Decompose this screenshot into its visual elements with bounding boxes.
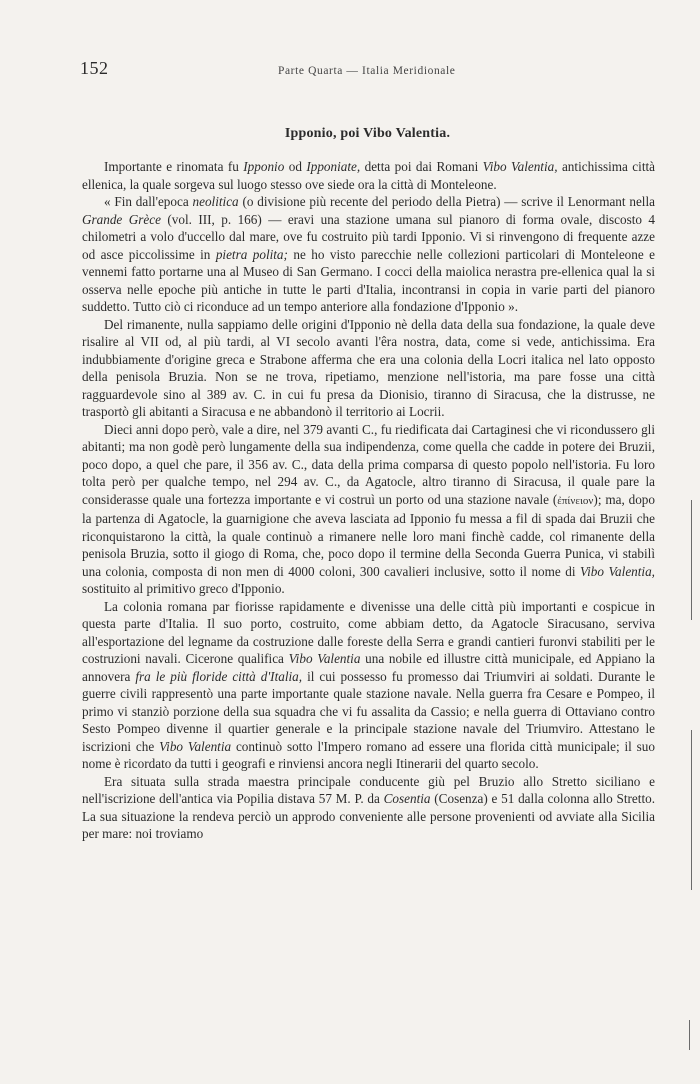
text-run: Dieci anni dopo però, vale a dire, nel 379 avanti C., fu riedificata dai Cartaginesi che vi ricondussero gli abitanti; ma non godè però lungamente della sua indipendenza, come quella che cadde in potere dei Bruzii, poco dopo, a quel che pare, il 356 av. C., data della prima comparsa di questo popolo nell'istoria. Fu loro tolta però per qualche tempo, nel 294 av. C., da Agatocle, altro tiranno di Siracusa, il quale pare la considerasse quale una fortezza importante e vi costruì un porto od una stazione navale ( (82, 421, 655, 507)
italic-text: Cosentia (383, 791, 431, 806)
paragraph (82, 193, 655, 316)
text-run: Del rimanente, nulla sappiamo delle origini d'Ipponio nè della data della sua fondazione, la quale deve risalire al VII od, al più tardi, al VI secolo avanti l'êra nostra, data, come si vede, antichissima. Era indubbiamente d'origine greca e Strabone afferma che era una colonia della Locri italica nel lato opposto della penisola Bruzia. Non se ne trova, ripetiamo, menzione nell'istoria, ma pare fosse una città ragguardevole sino al 389 av. C. in cui fu presa da Dionisio, tiranno di Siracusa, che la distrusse, ne trasportò gli abitanti a Siracusa e ne abbandonò il territorio ai Locrii. (82, 316, 655, 419)
text-run: La colonia romana par fiorisse rapidamente e divenisse una delle città più importanti e cospicue in questa parte d'Italia. Il suo porto, costruito, come abbiam detto, da Agatocle Siracusano, serviva all'esportazione del legname da costruzione dalle foreste della Serra e grandi cantieri furonvi stabiliti per le costruzioni navali. Cicerone qualifica (82, 598, 655, 666)
paragraph (82, 316, 655, 421)
article-body (82, 158, 655, 843)
page-number: 152 (80, 58, 109, 78)
text-run: « Fin dall'epoca (104, 194, 193, 209)
text-run: una nobile ed illustre città municipale, ed Appiano la annovera (82, 651, 655, 684)
paragraph (82, 158, 655, 193)
italic-text: Ipponio (243, 159, 285, 174)
italic-text: pietra polita; (215, 246, 288, 262)
text-run: (Cosenza) e 51 dalla colonna allo Stretto. La sua situazione la rendeva perciò un approdo conveniente alle persone provenienti od avviate alla Sicilia per mare: noi troviamo (82, 791, 656, 841)
text-run: (o divisione più recente del periodo della Pietra) — scrive il Lenormant nella (238, 194, 655, 209)
paragraph (82, 598, 655, 773)
text-run: ne ho visto parecchie nelle collezioni particolari di Monteleone e vennemi fatto portarne una al Museo di San Germano. I cocci della maiolica nerastra pre-ellenica qual la si osserva nelle epoche più antiche in tutte le parti d'Italia, incontransi in copia in varie parti del pianoro suddetto. Tutto ciò ci riconduce ad un tempo anteriore alla fondazione d'Ipponio ». (82, 246, 655, 314)
text-run: od (284, 159, 307, 174)
text-run: Era situata sulla strada maestra principale conducente giù pel Bruzio allo Stretto siciliano e nell'iscrizione dell'antica via Popilia distava 57 M. P. da (82, 773, 655, 806)
page-header (80, 58, 655, 79)
italic-text: neolitica (192, 194, 239, 209)
italic-text: Vibo Valentia, (482, 159, 558, 174)
section-title: Ipponio, poi Vibo Valentia. (284, 126, 451, 141)
text-run: sostituito al primitivo greco d'Ipponio. (82, 581, 285, 596)
text-run: il cui possesso fu promesso dai Triumviri ai soldati. Durante le guerre civili rappresentò una parte importante quale stazione navale. Nella guerra fra Cesare e Pompeo, il primo vi stanziò porzione della sua squadra che vi fu assalita da Cassio; e nella guerra di Ottaviano contro Sesto Pompeo divenne il quartier generale e la principale stazione navale del Triumviro. Attestano le iscrizioni che (82, 668, 655, 754)
page-edge-mark (689, 1020, 690, 1050)
text-run: antichissima città ellenica, la quale sorgeva sul luogo stesso ove siede ora la città di Monteleone. (82, 159, 656, 192)
greek-text: ἐπίνειον (557, 494, 594, 507)
italic-text: Grande Grèce (82, 211, 161, 227)
text-run: (vol. III, p. 166) — eravi una stazione umana sul pianoro di forma ovale, discosto 4 chilometri a volo d'uccello dal mare, ove fu costruito più tardi Ipponio. Vi si rinvengono di frequente azze od asce piccolissime in (82, 211, 655, 262)
italic-text: Vibo Valentia, (580, 563, 655, 579)
italic-text: Vibo Valentia (288, 651, 361, 666)
italic-text: fra le più floride città d'Italia, (135, 668, 303, 684)
page-edge-mark (691, 730, 692, 890)
paragraph (82, 773, 655, 843)
text-run: ); ma, dopo la partenza di Agatocle, la guarnigione che aveva lasciata ad Ipponio fu messa a fil di spada dai Bruzii che riconquistarono la città, la quale continuò a rimanere nelle loro mani finchè cadde, col rimanente della penisola Bruzia, sotto il giogo di Roma, che, poco dopo il termine della Seconda Guerra Punica, vi stabilì una colonia, composta di non men di 4000 coloni, 300 cavalieri inclusive, sotto il nome di (82, 491, 655, 579)
italic-text: Ipponiate, (306, 159, 361, 174)
text-run: Importante e rinomata fu (104, 159, 244, 174)
italic-text: Vibo Valentia (159, 738, 232, 754)
paragraph (82, 421, 655, 598)
page-edge-mark (691, 500, 692, 620)
text-run: detta poi dai Romani (360, 159, 483, 174)
running-head: Parte Quarta — Italia Meridionale (277, 65, 456, 77)
text-run: continuò sotto l'Impero romano ad essere una florida città municipale; il suo nome è ricordato da tutti i geografi e rinviensi ancora negli Itinerarii del quarto secolo. (82, 738, 655, 771)
